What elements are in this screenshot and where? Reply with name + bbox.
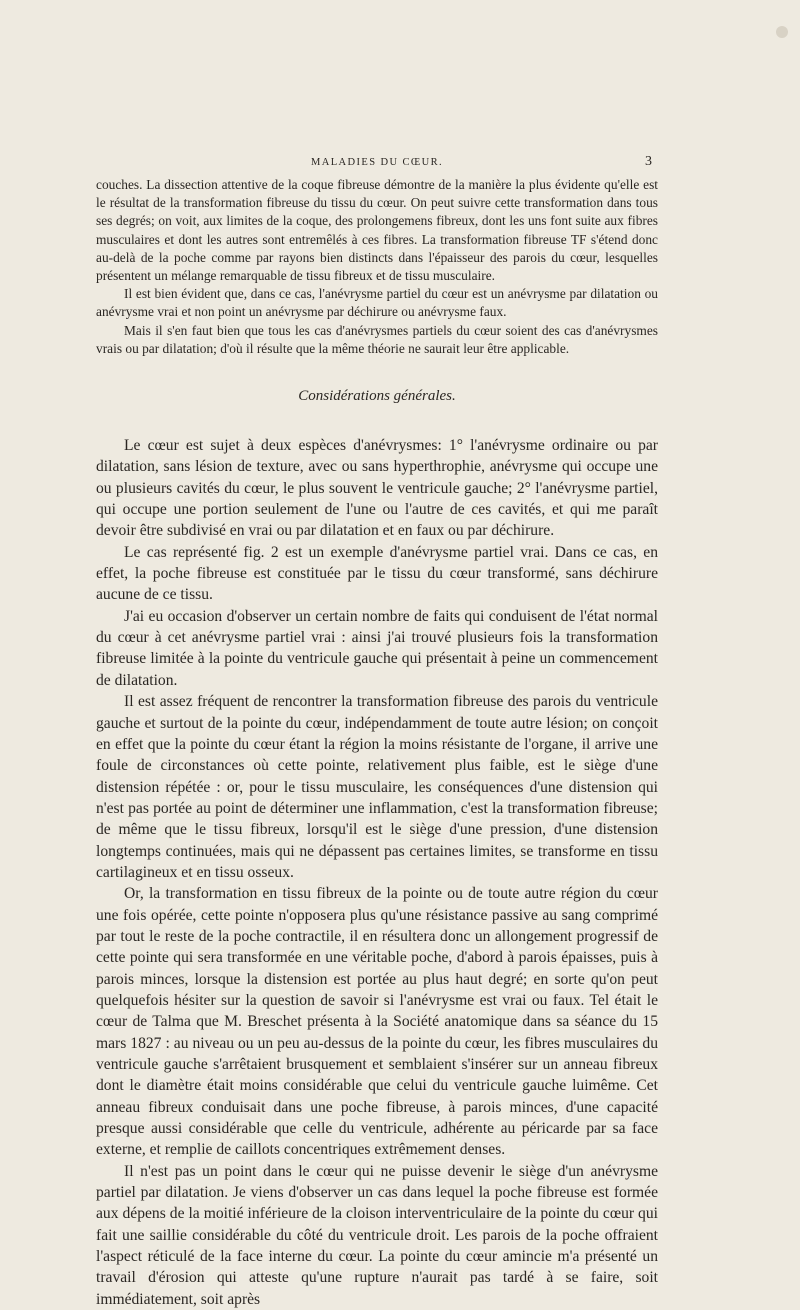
paragraph: Or, la transformation en tissu fibreux de la pointe ou de toute autre région du cœur une fois opérée, cette pointe n'opposera plus qu'une résistance passive au sang comprimé par tout le reste de la poche contractile, il en résultera donc un allongement progressif de cette pointe qui sera transformée en une véritable poche, d'abord à parois épaisses, puis à parois minces, lorsque la distension est portée au plus haut degré; en sorte qu'on peut quelquefois hésiter sur la question de savoir si l'anévrysme est vrai ou faux. Tel était le cœur de Talma que M. Breschet présenta à la Société anatomique dans sa séance du 15 mars 1827 : au niveau ou un peu au-dessus de la pointe du cœur, les fibres musculaires du ventricule gauche s'arrêtaient brusquement et semblaient s'insérer sur un anneau fibreux dont le diamètre était moins considérable que celui du ventricule gauche luimême. Cet anneau fibreux conduisait dans une poche fibreuse, à parois minces, d'une capacité presque aussi considérable que celle du ventricule, adhérente au péricarde par sa face externe, et remplie de caillots concentriques extrêmement denses. xyxy=(96,885,658,1159)
paragraph: Le cœur est sujet à deux espèces d'anévrysmes: 1° l'anévrysme ordinaire ou par dilatation, sans lésion de texture, avec ou sans hyperthrophie, anévrysme qui occupe une ou plusieurs cavités du cœur, le plus souvent le ventricule gauche; 2° l'anévrysme partiel, qui occupe une portion seulement de l'une ou l'autre de ces cavités, et qui me paraît devoir être subdivisé en vrai ou par dilatation et en faux ou par déchirure. xyxy=(96,437,658,540)
paragraph: Il est bien évident que, dans ce cas, l'anévrysme partiel du cœur est un anévrysme par dilatation ou anévrysme vrai et non point un anévrysme par déchirure ou anévrysme faux. xyxy=(96,286,658,320)
paragraph: couches. La dissection attentive de la coque fibreuse démontre de la manière la plus évidente qu'elle est le résultat de la transformation fibreuse du tissu du cœur. On peut suivre cette transformation dans tous ses degrés; on voit, aux limites de la coque, des prolongemens fibreux, dont les uns font suite aux fibres musculaires et dont les autres sont entremêlés à ces fibres. La transformation fibreuse TF s'étend donc au-delà de la poche comme par rayons bien distincts dans l'épaisseur des parois du cœur, lesquelles présentent un mélange remarquable de tissu fibreux et de tissu musculaire. xyxy=(96,177,658,284)
page-body xyxy=(96,176,658,1310)
main-section xyxy=(96,435,658,1310)
paragraph: Il est assez fréquent de rencontrer la transformation fibreuse des parois du ventricule gauche et surtout de la pointe du cœur, indépendamment de toute autre lésion; on conçoit en effet que la pointe du cœur étant la région la moins résistante de l'organe, il arrive une foule de circonstances où cette pointe, relativement plus faible, est le siège d'une distension répétée : or, pour le tissu musculaire, les conséquences d'une distension qui n'est pas portée au point de déterminer une inflammation, c'est la transformation fibreuse; de même que le tissu fibreux, lorsqu'il est le siège d'une pression, d'une distension longtemps continuées, mais qui ne dépassent pas certaines limites, se transforme en tissu cartilagineux et en tissu osseux. xyxy=(96,693,658,881)
running-title: MALADIES DU CŒUR. xyxy=(310,157,443,168)
paragraph: Le cas représenté fig. 2 est un exemple d'anévrysme partiel vrai. Dans ce cas, en effet, la poche fibreuse est constituée par le tissu du cœur transformé, sans déchirure aucune de ce tissu. xyxy=(96,543,658,604)
paper-stain xyxy=(776,26,788,38)
paragraph: Mais il s'en faut bien que tous les cas d'anévrysmes partiels du cœur soient des cas d'anévrysmes vrais ou par dilatation; d'où il résulte que la même théorie ne saurait leur être applicable. xyxy=(96,322,658,356)
paragraph: J'ai eu occasion d'observer un certain nombre de faits qui conduisent de l'état normal du cœur à cet anévrysme partiel vrai : ainsi j'ai trouvé plusieurs fois la transformation fibreuse limitée à la pointe du ventricule gauche qui présentait à peine un commencement de dilatation. xyxy=(96,607,658,689)
page-header xyxy=(96,154,658,177)
paragraph: Il n'est pas un point dans le cœur qui ne puisse devenir le siège d'un anévrysme partiel par dilatation. Je viens d'observer un cas dans lequel la poche fibreuse est formée aux dépens de la moitié inférieure de la cloison interventriculaire de la pointe du cœur qui fait une saillie considérable du côté du ventricule droit. Les parois de la poche offraient l'aspect réticulé de la face interne du cœur. La pointe du cœur amincie m'a présenté un travail d'érosion qui atteste qu'une rupture n'aurait pas tardé à se faire, soit immédiatement, soit après xyxy=(96,1162,658,1308)
intro-section xyxy=(96,176,658,358)
section-title: Considérations générales. xyxy=(298,388,456,405)
page-number: 3 xyxy=(645,154,652,169)
